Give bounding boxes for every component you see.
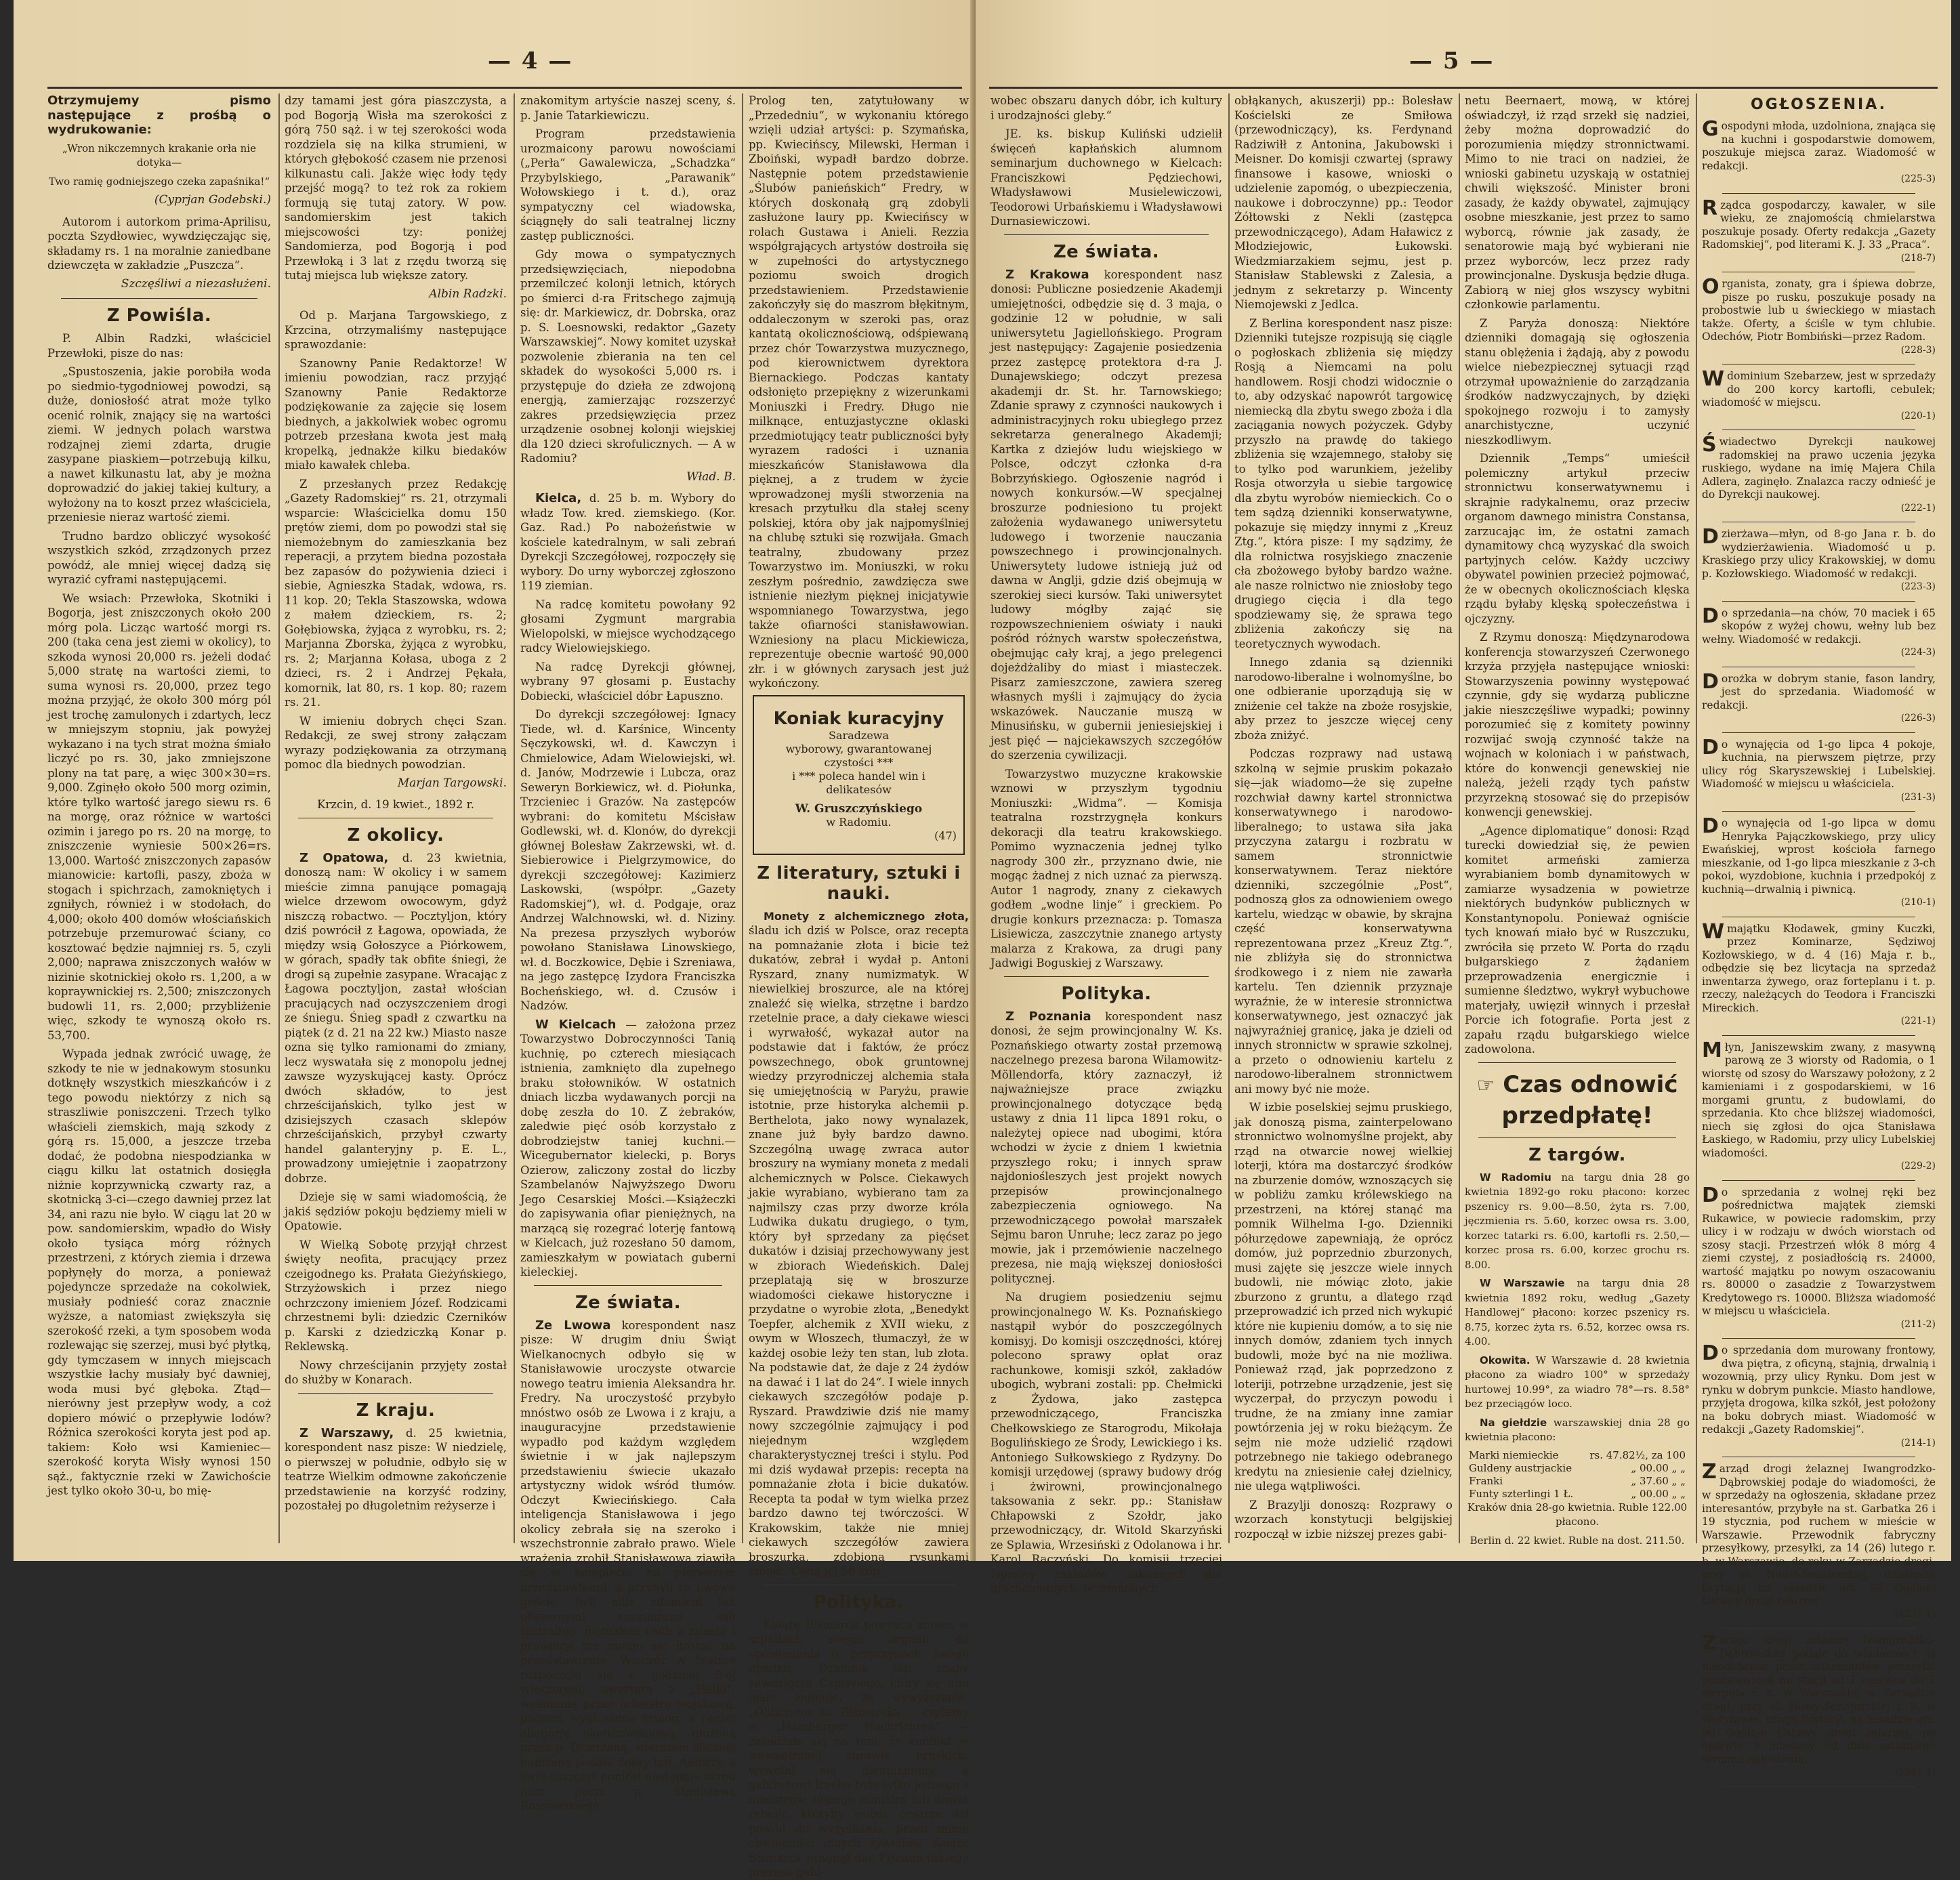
article-text: W izbie poselskiej sejmu pruskiego, jak donoszą pisma, zainterpelowano stronnictwo wolnomyślne projekt, aby rząd na otwarcie nowej wielkiej loterji, która ma dostarczyć środków na zburzenie domów, wznoszących się w pobliżu zamku królewskiego na przestrzeni, na której stanąć ma pomnik Wilhelma I-go. Dzienniki półurzędowe zapewniają, że oprócz domów, już poprzednio zburzonych, musi zajęte się jeszcze wiele innych budowli, nie mówiąc złoto, jakie zburzono z gruntu, a dlatego rząd przeprowadzić ich przed nich wykupić które nie kupieniu domów, a to się nie innych domów, zdaniem tych innych budowli, może być na nie możliwa. Ponieważ rząd, jak poprzedzono z loteriji, potrzebne urządzenie, jest się wyczerpał, do przyczyn powodu i trudne, że na zmiany inne zamiar powtórzenia jej w roku bieżącym. Że sejm nie może udzielić rządowi potrzebnego nie takiego odebranego kredytu na zniesienie całej dzielnicy, nie ulega wątpliwości. [1234, 1101, 1453, 1492]
ad-number: (4231-1) [1894, 1608, 1936, 1620]
currency-name: Marki niemieckie [1469, 1448, 1559, 1461]
market-report: Kraków dnia 28-go kwietnia. Ruble 122.00 płacono. [1467, 1501, 1688, 1528]
column-2 [1234, 93, 1453, 1550]
article-text: Gdy mowa o sympatycznych przedsięwzięciach, niepodobna przemilczeć kolonji letnich, których po śmierci d-ra Fritschego zajmują się: dr. Markiewicz, dr. Dobrska, oraz p. S. Loesnowski, redaktor „Gazety Warszawskiej“. Nowy komitet uzyskał pozwolenie zbierania na ten cel składek do wysokości 5,000 rs. i przystępuje do dzieła ze zdwojoną energją, zamierzając rozszerzyć zakres przedsięwzięcia przez urządzenie osobnej kolonji wiejskiej dla 120 dzieci skrofulicznych. — A w Radomiu? [520, 248, 736, 465]
article-text: Innego zdania są dzienniki narodowo-liberalne i wolnomyślne, bo one odbieranie uporządują się w zniżenie ceł także na zboże rosyjskie, aby przez to jeszcze więcej ceny zboża zniżyć. [1234, 656, 1453, 742]
article-text: Książę Bismarck powraca znowu w szpaltach swego organu do opowiadania o przyczynach swego upadku. Dziennik ten znany zawdzięcza Capriviego, który się nim mało zajmuje, że wywyższenie. „Obliczenie ks. Bismarcka — czytamy w „Hamburger Nachrichten“ — zasadzało się na tem, że konflikt w wewnętrznej sprawie pruskich, wywołał się nieunikniony, a gabinetowi trzeba było tylko jednego z ministrów, tęgiego ministra lub nawet rebelje, któryby wobec cesarza dał powód do wyzyskania, przed mimo chwiejności innych żywiołów. Książę Bismarck pragnął dać Prusom takiego prezesa gabi- [749, 1618, 969, 1879]
divider [298, 1393, 493, 1394]
article-text: obłąkanych, akuszerji) pp.: Bolesław Kościelski ze Smiłowa (przewodniczący), ks. Ferdynand Radziwiłł z Antonina, Jakubowski i Meisner. Do komisji czwartej (sprawy finansowe i kasowe, wnioski o udzielenie zapomóg, o ubezpieczenia, naukowe i dobroczynne) pp.: Teodor Żółtowski z Nekli (zastępca przewodniczącego), Adam Haławicz z Młodziejowic, Łukowski. Wiedzmiarzakiem sejmu, jest p. Stanisław Stablewski z Zalesia, a jednym z sekretarzy p. Wincenty Niemojewski z Jedlca. [1234, 94, 1453, 311]
ad-text: o sprzedania z wolnej ręki bez pośrednictwa majątek ziemski Rukawice, w powiecie radomskim, przy ulicy i w rodzaju w dwóch wiorstach od szosy stacji. Przestrzeń włók 8 mórg 4 ziemi czystej, z posiadłością rs. 24000, wartość majątku po nowym oszacowaniu rs. 80000 o zasadzie z Towarzystwem Kredytowego rs. 10000. Bliższa wiadomość w miejscu u właściciela. [1702, 1186, 1936, 1317]
article-text: Program przedstawienia urozmaicony parowu nowościami („Perła“ Gawalewicza, „Schadzka“ Przybylskiego, „Parawanik“ Wołowskiego i t. d.), oraz sympatyczny cel wiadowska, ściągnęły do sali teatralnej liczny zastęp publiczności. [520, 127, 736, 243]
divider [1722, 1035, 1915, 1036]
article-text: Trudno bardzo obliczyć wysokość wszystkich szkód, zrządzonych przez powódź, ale mniej więcej dadzą się wyrazić cyframi następującemi. [47, 529, 271, 586]
dateline: Krzcin, d. 19 kwiet., 1892 r. [317, 798, 474, 811]
column-2 [285, 93, 507, 1550]
left-page [14, 0, 976, 1879]
article-lead: Kielca, [535, 491, 582, 505]
article-text: Z Brazylji donoszą: Rozprawy o wzorzach konstytucji belgijskiej rozpoczął w izbie niższej prezes gabi- [1234, 1498, 1453, 1541]
article-text: korespondent nasz donosi: Publiczne posiedzenie Akademji umiejętności, odbędzie się d. 3 maja, o godzinie 12 w południe, w sali uniwersytetu Jagiellońskiego. Program jest następujący: Zagajenie posiedzenia przez zastępcę protektora d-ra J. Dunajewskiego; odczyt prezesa akademji dr. St. hr. Tarnowskiego; Zdanie sprawy z czynności naukowych i administracyjnych roku ubiegłego przez sekretarza generalnego Akademji; Kartka z dziejów ludu wiejskiego w Polsce, odczyt członka d-ra Bobrzyńskiego. Ogłoszenie nagród i nowych konkursów.—W specjalnej broszurze podniesiono tu projekt założenia wydawanego uniwersytetu ludowego i tworzenie nauczania powszechnego i prowincjonalnych. Uniwersytety ludowe istnieją już od dawna w Anglji, gdzie dziś obejmują w szerokiej sieci kursów. Taki uniwersytet ludowy mógłby zająć się rozpowszechnieniem oświaty i nauki pośród różnych warstw społeczeństwa, obejmując cały kraj, a jego prelegenci dojeżdżaliby do miast i miasteczek. Pisarz zamieszczone, zawiera szereg własnych myśli i zajmujący do życia wskazówek. Nauczanie muszą w Minusińsku, w gubernii jeniesiejskiej i jest pięć — najciekawszych szczegółów do szerzenia cywilizacji. [991, 268, 1222, 761]
article-text: Do dyrekcji szczegółowej: Ignacy Tiede, wł. d. Karśnice, Wincenty Sęczykowski, wł. d. Kawczyn i Chmielowice, Adam Wielowiejski, wł. d. Janów, Modrzewie i Lubcza, oraz Seweryn Borkiewicz, wł. d. Piołunka, Trzcieniec i Grazów. Na zastępców wybrani: do komitetu Mścisław Godlewski, wł. d. Klonów, do dyrekcji głównej Bolesław Zakrzewski, wł. d. Siebierowice i Pielgrzymowice, do dyrekcji szczegółowej: Kazimierz Laskowski, (współpr. „Gazety Radomskiej“), wł. d. Podgaje, oraz Andrzej Walchnowski, wł. d. Niziny. Na prezesa przyszłych wyborów powołano Stanisława Linowskiego, wł. d. Boczkowice, Dębie i Szreniawa, na jego zastępcę Izydora Franciszka Bocheńskiego, wł. d. Czusów i Nadzów. [520, 708, 736, 1012]
article-text: JE. ks. biskup Kuliński udzielił święceń kapłańskich alumnom seminarjum duchownego w Kielcach: Franciszkowi Pędziechowi, Władysławowi Musielewiczowi, Teodorowi Urbańskiemu i Władysławowi Durnasiewiczowi. [991, 127, 1222, 228]
article-text: „Agence diplomatique“ donosi: Rząd turecki dowiedział się, że pewien komitet armeński zamierza wyrabianiem bomb dynamitowych w zamiarze wysadzenia w powietrze niektórych budynków publicznych w Konstantynopolu. Ponieważ ogniście tych knowań miało być w Ruszczuku, zwróciła się przeto W. Porta do rządu bułgarskiego z żądaniem przeprowadzenia energicznie i sumienne śledztwo, wykrył wybuchowe materjały, uwięził winnych i przesłał Porcie ich fotografie. Porta jest z zapału rządu bułgarskiego wielce zadowolona. [1465, 824, 1690, 1056]
ad-number: (222-1) [1900, 502, 1936, 514]
classifieds-list [1702, 117, 1936, 1787]
article-text: Dzieje się w sami wiadomością, że jakiś sędziów pokoju będziemy mieli w Opatowie. [285, 1190, 507, 1232]
ad-line: i *** poleca handel win i delikatesów [792, 769, 925, 796]
drop-initial: Ś [1702, 433, 1717, 457]
article-text: Z Rzymu donoszą: Międzynarodowa konferencja stowarzyszeń Czerwonego krzyża przyjęła następujące wnioski: Stowarzyszenia powinny występować czynnie, gdy się wydarzą publiczne jakie nieszczęśliwe wypadki; powinny porozumieć się z komitety powinny rozwijać swoją czynność także na wojnach w koloniach i w państwach, które do konwencji genewskiej nie należą, jeżeli rządy tych państw przyrzekną stosować się do przepisów konwencji genewskiej. [1465, 631, 1690, 818]
ad-text: łyn, Janiszewskim zwany, z masywną parową ze 3 wiorsty od Radomia, o 1 wiorstę od szosy do Warszawy położony, z 2 kamieniami i z gospodarskiemi, w 16 morgami gruntu, z budowlami, do sprzedania. Kto chce bliższej wiadomości, niech się zgłosi do ojca Stanisława Łaskiego, w Radomiu, przy ulicy Lubelskiej wiadomości. [1702, 1041, 1936, 1159]
classified-ad [1702, 1460, 1936, 1621]
column-1 [47, 93, 271, 1550]
ad-text: ospodyni młoda, uzdolniona, znająca się na kuchni i gospodarstwie domowem, poszukuje miejsca zaraz. Wiadomość w redakcji. [1702, 120, 1936, 172]
column-3 [520, 93, 736, 1812]
classified-ad [1702, 1038, 1936, 1173]
article-text: Na radcę komitetu powołany 92 głosami Zygmunt margrabia Wielopolski, w miejsce wychodzącego radcy Wielowiejskiego. [520, 598, 736, 654]
drop-initial: Z [1702, 1631, 1717, 1655]
ad-number: (223-3) [1900, 581, 1936, 592]
ad-number: (221-1) [1900, 1016, 1936, 1026]
signature: Marjan Targowski. [397, 776, 507, 790]
advertisement-box [753, 695, 965, 855]
signature: Wład. B. [686, 469, 736, 484]
article-text: P. Albin Radzki, właściciel Przewłoki, pisze do nas: [47, 332, 271, 360]
divider [1478, 1137, 1676, 1138]
article-lead: W Warszawie [1480, 1277, 1565, 1289]
article-text: Wypada jednak zwrócić uwagę, że szkody te nie w jednakowym stosunku dotknęły wszystkich mieszkańców i z tego powodu niektórzy z nich są straszliwie poniszczeni. Trzech tylko właścieli ziemskich, mają szkody z górą rs. 15,000, a jeszcze trzeba dodać, że podobna niespodzianka w ciągu kilku lat ostatnich dosięgła niżnie koprzywnicką czwarty raz, a skotnicką 3-ci—czego dawniej przez lat 34, ani razu nie było. W ciągu lat 20 w pow. sandomierskim, wpadło do Wisły około tysiąca mórg różnych przestrzeni, z których ziemia i drzewa popłynęły do morza, a ponieważ pojedyncze sprzedaże na cokolwiek, musiały podnieść coraz znacznie wyższe, a natomiast zwiększyła się szerokość rzeki, a tym sposobem woda rozlewając się szerzej, musi być płytką, gdy tymczasem w innych miejscach wszystkie łachy musiały być dawniej, woda musi być głęboka. Ztąd—nierówny jest przepływ wody, a coż dopiero mówić o przepływie lodów? Różnica szerokości koryta jest pod ap. takiem: Koło wsi Kamieniec—szerokość koryta Wisły wynosi 150 sąż., faktycznie rzeki w Zawichoście jest tylko około 30-u, bo mię- [47, 1047, 271, 1497]
column-divider [278, 93, 280, 1543]
classified-ad [1702, 919, 1936, 1028]
exchange-rates-table [1465, 1449, 1690, 1501]
drop-initial: D [1702, 735, 1719, 759]
divider [1722, 732, 1915, 733]
column-divider [1696, 93, 1697, 1543]
article-text: W imieniu dobrych chęci Szan. Redakcji, ze swej strony załączam wyrazy podziękowania za otrzymaną pomoc dla biednych powodzian. [285, 714, 507, 771]
section-heading: Ze świata. [1053, 241, 1160, 262]
drop-initial: W [1702, 367, 1725, 391]
article-lead: Ze Lwowa [535, 1318, 611, 1333]
article-text: Nowy chrześcijanin przyjęty został do służby w Konarach. [285, 1358, 507, 1386]
column-4 [749, 93, 969, 1879]
article-text: korespondent nasz pisze: W drugim dniu Świąt Wielkanocnych odbyło się w Stanisławowie uroczyste otwarcie nowego teatru imienia Aleksandra hr. Fredry. Na uroczystość przybyło mnóstwo osób ze Lwowa i z kraju, a inauguracyjne przedstawienie wypadło pod każdym względem świetnie i w jak najlepszym przedstawieniu świecie ukazało artystyczny widok wśród tłumów. Odczyt Kwiecińskiego. Cała inteligencja Stanisławowa i jego okolicy zebrała się na szeroko i wszechstronnie zabrało prawo. Wiele wrażenia zrobił Stanisławowa zjawiła się w komplecie na pierwszem przedstawieniu, a przybyli ze Lwowa goście, byli mile zdumieni tak obszernymi rozmiarami sali teatralnej, niemałem osób z miasta i prowincji nie mogło się dostać na przedstawienie. Wieczór w teatrze rozpoczęło się o godzinie 8-ej wieczorem, uwerturą z „Halki“, wykonaną przez orkiestrę wojskową, poczem wygłoszono prolog, a raczej allegorję okolicznościową, ułożoną przez p. Dzierżaną, wierszem ślicznie napisaną podała dobry ton. Aktorzy, a swój zaszczyt poniósł następnie ośród nam poczt p. Stanisława Rossowskiego. [520, 1318, 736, 1812]
article-lead: Okowita. [1480, 1354, 1530, 1366]
poem-line: Two ramię godniejszego czeka zapaśnika!“ [48, 175, 270, 188]
ad-line: wyborowy, gwarantowanej czystości *** [785, 742, 932, 769]
ad-text: dominium Szebarzew, jest w sprzedaży do 200 korcy kartofli, cebulek; wiadomość w miejscu. [1702, 370, 1936, 409]
poem-author: (Cyprjan Godebski.) [154, 193, 271, 207]
ad-number: (229-2) [1900, 1161, 1936, 1171]
ad-line: Saradzewa [828, 728, 890, 742]
article-text: Z przesłanych przez Redakcję „Gazety Radomskiej“ rs. 21, otrzymali wsparcie: Właścicielka domu 150 prętów ziemi, dom po powodzi stał się niemożebnym do zamieszkania bez reperacji, a przytem biedna pozostała bez zapasów do pożywienia dzieci i siebie, Agnieszka Stadak, wdowa, rs. 11 kop. 20; Tekla Staszowska, wdowa z małem dzieckiem, rs. 2; Gołębiowska, żyjąca z wyrobku, rs. 2; Marjanna Zborska, żyjąca z wyrobku, rs. 2; Marjanna Kołasa, uboga z 2 dzieci, rs. 2 i Andrzej Pękała, komornik, lat 80, rs. 1 kop. 80; razem rs. 21. [285, 477, 507, 709]
classified-ad [1702, 275, 1936, 357]
column-4-classifieds [1702, 93, 1936, 1778]
market-report: warszawskiej dnia 28 go kwietnia płacono: [1465, 1416, 1690, 1443]
currency-value: „ 37.60 „ „ [1631, 1474, 1686, 1487]
subscription-notice [1465, 1070, 1690, 1131]
article-text: wobec obszaru danych dóbr, ich kultury i urodzajności gleby.“ [991, 94, 1222, 122]
classified-ad [1702, 735, 1936, 805]
exchange-row [1465, 1449, 1690, 1462]
ad-number: (228-3) [1900, 344, 1936, 356]
article-lead: W Radomiu [1480, 1171, 1551, 1184]
ad-number: (226-3) [1900, 713, 1936, 724]
article-text: Podczas rozprawy nad ustawą szkolną w sejmie pruskim pokazało się—jak wiadomo—że się zupełne rozchwiał dawny kartel stronnictwa konserwatywnego i narodowo-liberalnego; to ustawa siła jaka przyczyna zatargu i rozbratu w samem stronnictwie konserwatywnem. Teraz niektóre dzienniki, szczególnie „Post“, podnoszą głos za odnowieniem owego kartelu, wiedząc w obawie, by skrajna część konserwatywna reprezentowana przez „Kreuz Ztg.“, nie zbliżyła się do stronnictwa środkowego i z niem nie zawarła kartelu. Ten dziennik przyznaje wyraźnie, że w interesie stronnictwa konserwatywnego, jest oznaczyć jak najwyraźniej granicę, jaka je dzieli od innych stronnictw w sprawie szkolnej, a przeto o odnowieniu kartelu z narodowo-liberalnem stronnictwem ani mowy być nie może. [1234, 747, 1453, 1095]
drop-initial: G [1702, 117, 1719, 141]
column-divider [514, 93, 515, 1543]
header-rule [47, 87, 962, 89]
ad-number: (225-3) [1900, 173, 1936, 184]
ad-text: o sprzedania dom murowany frontowy, dwa piętra, z oficyną, stajnią, drwalnią i wozownią, przy ulicy Rynku. Dom jest w rynku w dobrym punkcie. Miasto handlowe, przyjęta drogowa, kilka szkół, jest położony na boku dobrych miast. Wiadomość w redakcji „Gazety Radomskiej“. [1702, 1344, 1936, 1436]
article-lead: W Kielcach [535, 1017, 617, 1032]
drop-initial: D [1702, 525, 1719, 549]
classified-ad [1702, 117, 1936, 186]
exchange-row [1465, 1462, 1690, 1475]
divider [1722, 1338, 1915, 1339]
classified-ad [1702, 604, 1936, 660]
divider [1478, 1062, 1676, 1063]
article-text: d. 25 kwietnia, korespondent nasz pisze: W niedzielę, o pierwszej w południe, odbyło się w teatrze Wielkim odmowne zakończenie przedstawienie na korzyść rodziny, pozostałej po długoletnim reżyserze i [285, 1426, 507, 1512]
currency-name: Franki [1469, 1474, 1503, 1487]
column-divider [1459, 93, 1460, 1543]
divider [1722, 1628, 1915, 1629]
section-heading: Z Powiśla. [106, 306, 212, 326]
classifieds-heading: OGŁOSZENIA. [1750, 96, 1888, 113]
classified-ad [1702, 525, 1936, 594]
drop-initial: D [1702, 1183, 1719, 1207]
article-text: Na radcę Dyrekcji głównej, wybrany 97 głosami p. Eustachy Dobiecki, właściciel dóbr Łapuszno. [520, 660, 736, 703]
ad-text: majątku Kłodawek, gminy Kuczki, przez Kominarze, Sędziwoj Kozłowskiego, w d. 4 (16) Maja r. b., odbędzie się bez licytacja na sprzedaż inwentarza żywego, oraz forteplanu i t. p. rzeczy, należących do Teodora i Franciszki Mireckich. [1702, 922, 1936, 1014]
ad-number: (210-1) [1900, 897, 1936, 908]
currency-name: Funty szterlingi 1 Ł. [1469, 1487, 1574, 1500]
section-heading: Z kraju. [356, 1400, 436, 1421]
exchange-row [1465, 1488, 1690, 1501]
ad-number: (224-3) [1900, 647, 1936, 658]
article-text: Prolog ten, zatytułowany w „Przededniu“, w wykonaniu którego wzięli udział artyści: p. Szymańska, pp. Kwiecińscy, Milewski, Herman i Zboiński, wypadł bardzo dobrze. Następnie potem przedstawienie „Ślubów panieńskich“ Fredry, w których doskonałą grą zdobyli zasłużone laury pp. Kwiecińscy w rolach Gustawa i Anieli. Rezzia współgrających artystów dostroiła się w zupełności do artystycznego poziomu swoich drogich przedstawieniem. Przedstawienie zakończyły się do maszrom błękitnym, oddaleczonym w szeroki pas, oraz kantatą okolicznościową, odśpiewaną przez chór Towarzystwa muzycznego, pod kierownictwem dyrektora Biernackiego. Podczas kantaty odsłonięto przepiękny z wizerunkami Moniuszki i Fredry. Długo nie milknące, entuzjastyczne oklaski przedmiotujący teatr publiczności były wyrazem radości i uznania mieszkańców Stanisławowa dla pięknej, a z trudem w życie wprowadzonej myśli stworzenia na kresach przytułku dla stałej sceny polskiej, która oby jak najpomyślniej na chlubę sztuki się rozwijała. Gmach teatralny, zbudowany przez Towarzystwo im. Moniuszki, w roku zeszłym pośrednio, zawdzięcza swe istnienie niezłym pięknej inicjatywie wspomnianego Towarzystwa, jego także ofiarności stanisławowian. Wzniesiony na placu Mickiewicza, reprezentuje obecnie wartość 90,000 złr. i w głównych zarysach jest już wykończony. [749, 94, 969, 690]
article-lead: Otrzymujemy pismo następujące z prośbą o wydrukowanie: [47, 93, 271, 137]
article-lead: Z Poznania [1005, 1009, 1091, 1024]
classified-ad [1702, 1341, 1936, 1450]
currency-value: „ 00.00 „ „ [1631, 1487, 1686, 1500]
poem-line: „Wron nikczemnych krakanie orła nie dotyka— [62, 142, 256, 169]
notice-line: przedpłatę! [1501, 1102, 1653, 1129]
currency-value: rs. 47.82½, za 100 [1589, 1448, 1686, 1461]
divider [1004, 976, 1209, 977]
ad-text: o sprzedania—na chów, 70 maciek i 65 skopów z wyżej chowu, wełny lub bez wełny. Wiadomość w redakcji. [1702, 606, 1936, 646]
ad-line: w Radomiu. [826, 815, 892, 829]
notice-line: Czas odnowić [1503, 1070, 1678, 1098]
ad-text: arząd drogi żelaznej Iwangrodzko-Dąbrowskiej podaje do wiadomości, że w sprzedaży na ogłoszenia, składane przez interesantów, przybyłe na st. Garbatka 26 i 19 stycznia, pod ruchem w mieście w Warszawie. Przewodnik fabryczny przesyłkowy, przesyłki, za 14 (26) lutego r. b. w Warszawie, do roku w Zarządzie drogi, przy ul. Nowo-Senatorskiej, dzisiejszą licytacją na zasadzie art. 90 Ogólnej Ustawy drogi żelaznej. [1702, 1463, 1936, 1607]
article-text: — założona przez Towarzystwo Dobroczynności Tanią kuchnię, po czterech miesiącach istnienia, zamknięto dla zupełnego braku stołowników. W ostatnich dniach liczba wydawanych porcji na dobę zeszła do 10. Z żebraków, zaledwie pięć osób korzystało z dobrodziejstw taniej kuchni.—Wicegubernator kielecki, p. Borys Ozierow, zaliczony został do liczby Szambelanów Najwyższego Dworu Jego Cesarskiej Mości.—Książeczki do zapisywania ofiar pieniężnych, na marzącą się rozegrać loterję fantową w Kielcach, już rozesłano 50 damom, zamieszkałym w powiatach guberni kieleckiej. [520, 1018, 736, 1278]
article-text: Z Paryża donoszą: Niektóre dzienniki domagają się ogłoszenia stanu oblężenia i żądają, aby z powodu wielce niebezpiecznej sytuacji rząd otrzymał upoważnienie do zarządzania środków nadzwyczajnych, by dzięki spokojnego rozwoju i to zamysły anarchistyczne, uczynić nieszkodliwym. [1465, 316, 1690, 446]
market-report: na targu dnia 28 kwietnia 1892 roku, według „Gazety Handlowej“ płacono: korzec pszenicy rs. 8.75, korzec żyta rs. 6.52, korzec owsa rs. 4.00. [1465, 1277, 1690, 1348]
column-3 [1465, 93, 1690, 1550]
market-report: na targu dnia 28 go kwietnia 1892-go roku płacono: korzec pszenicy rs. 9.00—8.50, żyta rs. 7.00, jęczmienia rs. 5.60, korzec owsa rs. 3.00, korzec tatarki rs. 6.00, kartofli rs. 2.50,—korzec prosa rs. 6.00, korzec grochu rs. 8.00. [1465, 1171, 1690, 1271]
ad-text: o wynajęcia od 1-go lipca w domu Henryka Pajączkowskiego, przy ulicy Ewańskiej, wprost kościoła farnego mieszkanie, od 1-go lipca mieszkanie z 3-ch pokoi, wyzdobione, kuchnia i przedpokój z kuchnią—drwalnią i piwnicą. [1702, 817, 1936, 896]
divider [61, 298, 257, 299]
classified-ad [1702, 1631, 1936, 1780]
currency-name: Guldeny austrjackie [1469, 1461, 1572, 1474]
page-number: — 5 — [1409, 47, 1495, 75]
divider [1722, 193, 1915, 194]
classified-ad [1702, 196, 1936, 266]
classified-ad [1702, 1183, 1936, 1332]
divider [1722, 811, 1915, 812]
article-text: Na drugiem posiedzeniu sejmu prowincjonalnego W. Ks. Poznańskiego nastąpił wybór do poszczególnych komisyj. Do komisji oszczędności, której polecono sprawy opłat oraz rachunkowe, komisji szkół, zakładów ubogich, wybrani zostali: pp. Chełmicki z Żydowa, jako zastępca przewodniczącego, Franciszka Chełkowskiego ze Starogrodu, Mikołaja Bogulińskiego ze Środy, Lewickiego i ks. Antoniego Sułkowskiego z Rydzyny. Do komisji urzędowej (sprawy budowy dróg i żwirowni, prowincjonalnego taksowania z sekr. pp.: Stanisław Chłapowski z Szołdr, jako przewodniczący, dr. Witold Skarzyński ze Splawia, Wrzesiński z Odolanowa i hr. Karol Raczyński. Do komisji trzeciej (sprawy zakładów zakonnych dla głuchoniemych, ociemniałych, [991, 1291, 1222, 1595]
column-divider [1228, 93, 1230, 1543]
drop-initial: D [1702, 669, 1719, 694]
column-1 [991, 93, 1222, 1595]
article-lead: Z Warszawy, [299, 1425, 394, 1440]
ad-number: (5281-1) [1894, 1767, 1936, 1778]
ad-title: Koniak kuracyjny [773, 708, 944, 729]
classified-ad [1702, 814, 1936, 910]
ad-text: orożka w dobrym stanie, fason landry, jest do sprzedania. Wiadomość w redakcji. [1702, 672, 1936, 711]
article-text: Szanowny Panie Redaktorze! W imieniu powodzian, racz przyjąć Szanowny Panie Redaktorze podziękowanie za zajęcie się losem biednych, a jakkolwiek wobec ogromu potrzeb przesłana kwota jest małą kropelką, jednakże kilku biedaków miało kawałek chleba. [285, 356, 507, 472]
section-heading: Ze świata. [575, 1292, 682, 1313]
drop-initial: D [1702, 1341, 1719, 1365]
ad-number: (211-2) [1900, 1318, 1936, 1330]
ad-number: (47) [934, 829, 957, 842]
market-report: W Warszawie d. 28 kwietnia płacono za wiadro 100° w sprzedaży hurtowej 10.99°, za wiadro 78°—rs. 8.58° bez przeciągów loco. [1465, 1354, 1690, 1410]
ad-text: rganista, zonaty, gra i śpiewa dobrze, pisze po rusku, poszukuje posady na probostwie lub u świeckiego w miastach także. Oferty, a ściśle w tym chlubie. Odechów, Piotr Bombiński—przez Radom. [1702, 278, 1936, 343]
section-heading: Polityka. [1061, 983, 1152, 1004]
article-text: W Wielką Sobotę przyjął chrzest święty neofita, pracujący przez czeigodnego ks. Prałata Gieżyńskiego, Strzyżowskich i przez niego ochrzczony imieniem Józef. Rodzicami chrzestnemi byli: dziedzic Czerników p. Karski z dziedziczką Konar p. Reklewską. [285, 1238, 507, 1353]
article-text: dzy tamami jest góra piaszczysta, a pod Bogorją Wisła ma szerokości z górą 750 sąż. i w tej szerokości woda rozdziela się na kilka strumieni, w których głębokość czasem nie przenosi kilkunastu cali. Jakże więc łody tędy przejść mogą? to też rok za rokiem formują się tutaj zatory. W pow. sandomierskim jest takich miejscowości tzy: poniżej Sandomierza, pod Bogorją i pod Przewłoką i 3 lat z rzędu tworzą się tutaj miejsca lub większe zatory. [285, 94, 507, 282]
divider [1722, 601, 1915, 602]
classified-ad [1702, 433, 1936, 515]
currency-value: „ 00.00 „ „ [1631, 1461, 1686, 1474]
ad-text: o wynajęcia od 1-go lipca 4 pokoje, kuchnia, na pierwszem piętrze, przy ulicy róg Skaryszewskiej i Lubelskiej. Wiadomość w miejscu u właściciela. [1702, 738, 1936, 790]
ad-number: (214-1) [1900, 1437, 1936, 1448]
ad-number: (231-3) [1900, 791, 1936, 803]
article-text: korespondent nasz donosi, że sejm prowincjonalny W. Ks. Poznańskiego otwarty został przemową naczelnego prezesa barona Wilamowitz-Möllendorfa, który zaznaczył, iż najważniejsze prace związku prowincjonalnego dotyczące będą ustawy z dnia 11 lipca 1891 roku, o należytej opiece nad ubogimi, która wchodzi w życie z dniem 1 kwietnia przyszłego roku; i innych spraw najdoniośleszych jest projekt nowych przepisów prowincjonalnego zabezpieczenia ogniowego. Na przewodniczącego powołał marszałek Sejmu baron Unruhe; lecz zaraz po jego mowie, jak i przemówienie naczelnego prezesa, nie mają większej doniosłości politycznej. [991, 1009, 1222, 1285]
article-text: Dziennik „Temps“ umieścił polemiczny artykuł przeciw stronnictwu konserwatywnemu i skrajnie radykalnemu, oraz przeciw organom dawnego ministra Constansa, zarzucając im, że ostatni zamach dynamitowy chcą wyzyskać dla swoich partyjnych celów. Każdy uczciwy obywatel powinien przecież pojmować, że w obecnych okolicznościach klęska rządu byłaby klęską społeczeństwa i ojczyzny. [1465, 452, 1690, 625]
drop-initial: O [1702, 275, 1719, 299]
section-heading: Polityka. [813, 1591, 904, 1612]
divider [1004, 234, 1209, 235]
article-lead: Monety z alchemicznego złota, [764, 909, 969, 923]
article-text: Z Berlina korespondent nasz pisze: Dzienniki tutejsze rozpisują się ciągle o pogłoskach zbliżenia się między Rosją a Niemcami na polu handlowem. Rosji chodzi widocznie o to, aby odzyskać napowrót targowicę niemiecką dla zbytu swego zboża i dla zaciągania nowych pożyczek. Gdyby przyszło na prawdę do takiego zbliżenia się wzajemnego, stałoby się to tylko pod warunkiem, jeżeliby Rosja otworzyła u siebie targowicę dla zbytu wyrobów niemieckich. Co o tem sądzą dzienniki konserwatywne, pokazuje się między innymi z „Kreuz Ztg.“, która pisze: I my sądzimy, że dla rolnictwa rosyjskiego znaczenie cła zbożowego byłoby bardzo ważne. ale nasze rolnictwo nie zniosłoby tego drugiego cięcia i dla tego spodziewamy się, że sprawa tego zbliżenia zakończy się na teoretycznych wywodach. [1234, 316, 1453, 650]
drop-initial: R [1702, 196, 1718, 220]
market-report: Berlin d. 22 kwiet. Ruble na dost. 211.50. [1469, 1534, 1685, 1547]
drop-initial: W [1702, 919, 1725, 944]
divider [1722, 1180, 1915, 1181]
ad-text: arząd drogi żelaznej Iwangrodzko-Dąbrowskiej podaje do wiadomości, iż nieodebrane przez interesantów przesyłki pozostawione na stacji od 1 czerwca do 1 sierpnia r. b. w Warszawie, w Zarządzie drogi, przy ul. Nowy-Senatorskiej r. b. w Warszawie, drogą licytacji, na zasadzie art. 90 Ogólnej Ustawy drogi żelaznej, po upływie 3 miesięcy od dnia ostatniego terminu ogłoszenia. [1702, 1634, 1936, 1766]
header-rule [989, 87, 1938, 89]
article-text: „Spustoszenia, jakie porobiła woda po siedmio-tygodniowej powodzi, są duże, doniosłość atrat może tylko ocenić rolnik, znający się na wartości ziemi. W jednych polach warstwa rodzajnej ziemi zdarta, drugie zasypane piaskiem—potrzebują kilku, a nawet kilkunastu lat, aby je można doprowadzić do jakiej takiej kultury, a wyłożony na to koszt przez właściciela, przeniesie nieraz wartość ziemi. [47, 365, 271, 524]
article-text: śladu ich dziś w Polsce, oraz recepta na pomnażanie złota i bicie też dukatów, zebrał i wydał p. Antoni Ryszard, znany numizmatyk. W niewielkiej broszurce, ale na której znaleźć się wielka, strzętne i bardzo rzetelnie prace, a dały ciekawe wiesci i wyrwałość, wykazał autor na podstawie dat i faktów, że prócz powszechnego, obok gruntownej wiedzy przyrodniczej alchemia stała się umiejętnością w Paryżu, prawie istotnie, prze historyka alchemii p. Berthelota, jako nowy wynalazek, znane już były bardzo dawno. Szczególną uwagę zwraca autor broszury na wymiany moneta z medali alchemicznych w Polsce. Ciekawych jakie wyrabiano, wybierano tam za najmilszy czas przy dworze króla Ludwika dukatu drugiego, o tym, który był sprzedany za pięćset dukatów i dzisiaj przechowywany jest w zbiorach Wiedeńskich. Dalej przeplatają się w broszurze wiadomości ciekawe historyczne i przydatne o wyrobie złota, „Benedykt Toepfer, alchemik z XVII wieku, z owym w Włoszech, tłumaczył, że w każdej osobie leży ten stan, lub złota. Na podstawie dat, że daje z 24 żydów na dawać i 1 lat do 24“. I wiele innych ciekawych szczegółów podaje p. Ryszard. Prawdziwie dziś nie mamy nowy szczególnie zajmujący i pod niejednym względem charakterystycznej treści i stylu. Pod mi dziś wydawał przepis: recepta na pomnażanie złota i bicie dukatów. Recepta ta podał w tym wielka przez bardzo dawno tej twórczości. W Krakowskim, także nie mniej ciekawych szczegółów zawiera broszurka, zdobiona rysunkami monet. Cena jej 50 kop. [749, 924, 969, 1578]
section-heading: Z literatury, sztuki i nauki. [757, 862, 961, 904]
signature: Albin Radzki. [429, 287, 507, 301]
ad-text: ządca gospodarczy, kawaler, w sile wieku, ze znajomością chmielarstwa poszukuje posady. Oferty redakcja „Gazety Radomskiej“, pod literami K. J. 33 „Praca“. [1702, 199, 1936, 251]
page-number: — 4 — [488, 47, 573, 75]
drop-initial: Z [1702, 1460, 1717, 1484]
section-heading: Z okolicy. [347, 824, 444, 845]
divider [534, 1285, 722, 1286]
signature: Szczęśliwi a niezasłużeni. [121, 276, 271, 291]
article-text: netu Beernaert, mową, w której oświadczył, iż rząd srzekł się nadziei, żeby można doprowadzić do porozumienia między stronnictwami. Mimo to nie traci on nadziei, że wnioski gabinetu uzyskają w ostatniej chwili większość. Minister broni zasady, że każdy obywatel, zajmujący osobne mieszkanie, jest przez to samo wyborcą, równie jak zasady, że senatorowie mają być wybierani nie przez wyborców, lecz przez rady prowincjonalne. Dyskusja będzie długa. Zabiorą w niej głos wszyscy wybitni członkowie parlamentu. [1465, 94, 1690, 311]
section-heading: Z targów. [1528, 1144, 1626, 1165]
pointing-hand-icon: ☞ [1476, 1073, 1495, 1098]
column-divider [742, 93, 743, 1543]
ad-text: wiadectwo Dyrekcji naukowej radomskiej na prawo uczenia języka ruskiego, wydane na imię Majera Chila Adlera, zaginęło. Znalazca raczy odnieść je do Dyrekcji naukowej. [1702, 436, 1936, 501]
article-lead: Z Opatowa, [299, 850, 389, 865]
article-text: Od p. Marjana Targowskiego, z Krzcina, otrzymaliśmy następujące sprawozdanie: [285, 309, 507, 351]
article-text: Autorom i autorkom prima-Aprilisu, poczta Szydłowiec, wywdzięczając się, składamy rs. 1 na moralnie zaniedbane dziewczęta w zakładzie „Puszcza“. [47, 215, 271, 272]
drop-initial: D [1702, 814, 1719, 838]
article-text: d. 25 b. m. Wybory do władz Tow. kred. ziemskiego. (Kor. Gaz. Rad.) Po nabożeństwie w kościele katedralnym, w sali zebrań Dyrekcji Szczegółowej, rozpoczęły się wybory. Do urny wyborczej zgłoszono 119 ziemian. [520, 492, 736, 592]
article-lead: Na giełdzie [1480, 1416, 1547, 1429]
classified-ad [1702, 669, 1936, 726]
article-text: We wsiach: Przewłoka, Skotniki i Bogorja, jest zniszczonych około 200 mórg pola. Licząc wartość morgi rs. 200 (taka cena jest ziemi w okolicy), to szkoda wynosi 20,000 rs. jeżeli dodać 5,000 stratę na wartości ziemi, to suma wynosi rs. 20,000, przez tego można przyjąć, że około 300 mórg pól jest trochę zamulonych i zdartych, lecz w mniejszym stopniu, jak powyżej wykazano i na tych strat można śmiało liczyć po rs. 30, jako zmniejszone plony na tat parę, a więc 300×30=rs. 9,000. Zginęło około 500 morg ozimin, które tylko wartość jarego siewu rs. 6 na morgę, oraz różnice w wartości ozimin i jarego po rs. 20 na morgę, to zniszczenie wyniesie 500×26=rs. 13,000. Wartość zniszczonych zapasów mianowicie: kartofli, paszy, zboża w stogach i spichrzach, zamokniętych i zgniłych, również i w stodołach, do 4,000; około 400 domów włościańskich potrzebuje przemurować ściany, co kosztować będzie najmniej rs. 5, czyli 2,000; naprawa zniszczonych wałów w nizinie skotnickiej około rs. 1,200, a w kopraywnickiej rs. 2,500; zniszczonych budowli 11, rs. 2,000; przybliżenie więc, szkody te wynoszą około rs. 53,700. [47, 591, 271, 1042]
article-lead: Z Krakowa [1005, 267, 1089, 282]
drop-initial: D [1702, 604, 1719, 628]
article-text: d. 23 kwietnia, donoszą nam: W okolicy i w samem mieście zimna panujące pomagają wielce drzewom owocowym, gdyż niszczą robactwo. — Pocztyljon, który dziś powrócił z Łagowa, opowiada, że między wsią Gołoszyce a Piórkowem, w górach, spadły tak obfite śniegi, że drogi są zupełnie zasypane. Wracając z Łagowa pocztyljon, zastał włościan pracujących nad oczyszczeniem drogi ze śniegu. Śnieg spadł z czwartku na piątek (z d. 21 na 22 kw.) Miasto nasze ozna się tylko ramionami do zmiany, lecz wyswatała się z monopolu jednej zawsze wyzyskującej kasty. Oprócz dwóch składów, to jest chrześcijańskich, tylko jest w dzisiejszych czasach sklepów chrześcijańskich, przybył czwarty handel galanteryjny p. E. L., prowadzony umiejętnie i zaopatrzony dobrze. [285, 851, 507, 1185]
classified-ad [1702, 367, 1936, 423]
article-text: znakomitym artyście naszej sceny, ś. p. Janie Tatarkiewiczu. [520, 94, 736, 122]
exchange-row [1465, 1475, 1690, 1488]
ad-advertiser: W. Gruszczyńskiego [795, 801, 923, 816]
ad-number: (218-7) [1900, 252, 1936, 264]
article-text: Towarzystwo muzyczne krakowskie wznowi w przyszłym tygodniu Moniuszki: „Widma“. — Komisja teatralna rozstrzygnęła konkurs dekoracji dla teatru krakowskiego. Pomimo wyznaczenia jednej tylko nagrody 300 złr., przyznano dwie, nie mogąc żadnej z nich uznać za pierwszą. Autor 1 nagrody, znany z ciekawych godłem „wodne linje“ i greckiem. Po drugie konkurs przeznacza: p. Tomasza Lisiewicza, zaszczytnie znanego artysty malarza z Krakowa, za drugi pany Jadwigi Boguskiej z Warszawy. [991, 767, 1222, 969]
right-page [976, 0, 1951, 1778]
drop-initial: M [1702, 1038, 1722, 1062]
ad-text: zierżawa—młyn, od 8-go Jana r. b. do wydzierżawienia. Wiadomość u p. Kraskiego przy ulicy Krakowskiej, w domu p. Kozłowskiego. Wiadomość w redakcji. [1702, 528, 1936, 580]
ad-number: (220-1) [1900, 410, 1936, 421]
